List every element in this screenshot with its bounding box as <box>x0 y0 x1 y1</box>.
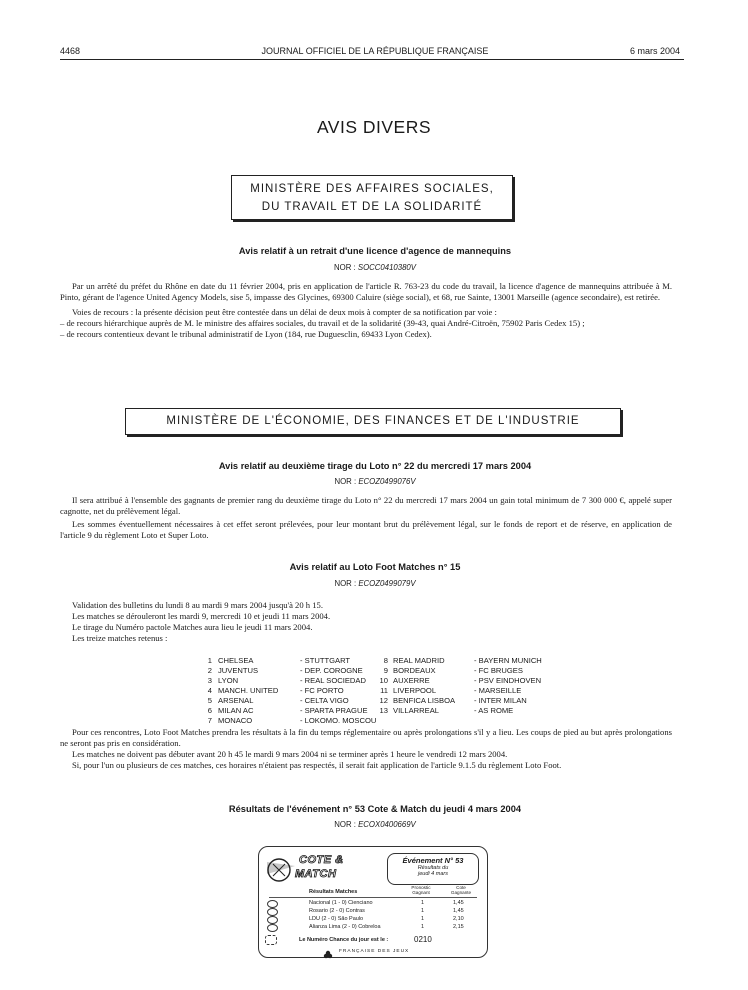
ball-icon <box>267 916 278 924</box>
header-date: 6 mars 2004 <box>629 46 680 56</box>
match-away-team: - FC BRUGES <box>474 666 523 675</box>
match-home-team: MONACO <box>218 716 253 725</box>
cote-match-ticket <box>258 846 488 958</box>
paragraph: Les sommes éventuellement nécessaires à cet effet seront prélevées, pour leur montant brut du prélèvement légal, sur le fonds de report et de réserve, en application de l'article 9 du règlement Loto et Super Loto. <box>60 519 672 540</box>
nor-code: ECOZ0499079V <box>358 579 416 588</box>
numero-chance-value: 0210 <box>414 935 432 944</box>
ministry-social-line2: DU TRAVAIL ET DE LA SOLIDARITÉ <box>261 201 483 213</box>
event-box <box>387 853 479 885</box>
match-away-team: - REAL SOCIEDAD <box>300 676 366 685</box>
match-number: 12 <box>379 696 388 705</box>
ticket-divider <box>269 897 477 898</box>
paragraph: – de recours hiérarchique auprès de M. le ministre des affaires sociales, du travail et de la solidarité (39-43, quai André-Citroën, 75902 Paris Cedex 15) ; <box>60 318 585 328</box>
match-home-team: LYON <box>218 676 239 685</box>
match-home-team: AUXERRE <box>393 676 430 685</box>
match-away-team: - PSV EINDHOVEN <box>474 676 542 685</box>
paragraph: Si, pour l'un ou plusieurs de ces matches, ces horaires n'étaient pas respectés, il serait fait application de l'article 9.1.5 du règlement Loto Foot. <box>72 760 562 770</box>
match-number: 8 <box>383 656 388 665</box>
ticket-prono: 1 <box>421 900 425 906</box>
ticket-row <box>267 900 479 908</box>
matches-home-col1 <box>218 656 278 726</box>
match-away-team: - AS ROME <box>474 706 514 715</box>
nor-line-1 <box>80 263 670 272</box>
match-home-team: REAL MADRID <box>393 656 445 665</box>
ticket-rows <box>267 900 479 932</box>
avis1-body <box>60 281 672 340</box>
ticket-match: LDU (2 - 0) São Paulo <box>309 916 364 922</box>
match-number: 7 <box>207 716 212 725</box>
match-home-team: CHELSEA <box>218 656 254 665</box>
match-home-team: MANCH. UNITED <box>218 686 279 695</box>
nor-label: NOR : <box>334 477 357 486</box>
avis-title-cote-match: Résultats de l'événement n° 53 Cote & Match du jeudi 4 mars 2004 <box>228 804 522 814</box>
nor-code: ECOZ0499076V <box>358 477 416 486</box>
numero-chance-label: Le Numéro Chance du jour est le : <box>299 937 389 943</box>
match-number: 10 <box>379 676 388 685</box>
ticket-cote: 1,45 <box>453 908 464 914</box>
match-away-team: - STUTTGART <box>300 656 351 665</box>
chance-icon <box>265 935 277 945</box>
nor-code: SOCC0410380V <box>357 263 416 272</box>
cote-match-logo <box>265 852 361 888</box>
matches-home-col2 <box>393 656 455 716</box>
match-home-team: LIVERPOOL <box>393 686 437 695</box>
nor-code: ECOX0400669V <box>358 820 416 829</box>
avis2-body <box>60 495 672 541</box>
match-away-team: - DEP. COROGNE <box>300 666 363 675</box>
page-number: 4468 <box>60 46 81 56</box>
match-number: 9 <box>383 666 388 675</box>
avis-title-loto: Avis relatif au deuxième tirage du Loto n° 22 du mercredi 17 mars 2004 <box>218 461 532 471</box>
ticket-cote: 2,10 <box>453 916 464 922</box>
ball-icon <box>267 924 278 932</box>
match-number: 13 <box>379 706 388 715</box>
avis3-intro <box>72 600 672 644</box>
match-home-team: BORDEAUX <box>393 666 436 675</box>
paragraph: Les treize matches retenus : <box>72 633 168 643</box>
paragraph: – de recours contentieux devant le tribunal administratif de Lyon (184, rue Duguesclin, 69433 Lyon Cedex). <box>60 329 432 339</box>
nor-label: NOR : <box>334 263 356 272</box>
avis3-body <box>60 727 672 771</box>
ball-icon <box>267 908 278 916</box>
matches-numbers-col1 <box>196 656 212 726</box>
ticket-match: Alianza Lima (2 - 0) Cobreloa <box>309 924 381 930</box>
section-title: AVIS DIVERS <box>316 117 432 137</box>
matches-numbers-col2 <box>372 656 388 716</box>
match-away-team: - FC PORTO <box>300 686 344 695</box>
ticket-cote: 1,45 <box>453 900 464 906</box>
paragraph: Les matches ne doivent pas débuter avant 20 h 45 le mardi 9 mars 2004 ni se terminer après 1 heure le vendredi 12 mars 2004. <box>72 749 508 759</box>
ticket-row <box>267 916 479 924</box>
clover-icon <box>323 947 333 957</box>
journal-title: JOURNAL OFFICIEL DE LA RÉPUBLIQUE FRANÇAISE <box>261 46 489 56</box>
paragraph: Le tirage du Numéro pactole Matches aura lieu le jeudi 11 mars 2004. <box>72 622 313 632</box>
match-number: 11 <box>380 686 388 695</box>
match-number: 3 <box>207 676 212 685</box>
event-sub1: Résultats du <box>417 865 449 871</box>
nor-label: NOR : <box>334 579 357 588</box>
ticket-row <box>267 908 479 916</box>
avis-title-loto-foot: Avis relatif au Loto Foot Matches n° 15 <box>289 562 461 572</box>
ministry-social-box <box>231 175 513 220</box>
logo-line2: MATCH <box>295 868 337 880</box>
paragraph: Les matches se dérouleront les mardi 9, mercredi 10 et jeudi 11 mars 2004. <box>72 611 331 621</box>
paragraph: Pour ces rencontres, Loto Foot Matches prendra les résultats à la fin du temps réglementaire ou après prolongations s'il y a lieu. Les coups de pied au but après prolongations ne seront pas pris en considération. <box>60 727 672 748</box>
event-sub2: jeudi 4 mars <box>418 871 448 877</box>
event-title: Événement N° 53 <box>402 856 464 865</box>
matches-away-col1 <box>300 656 376 726</box>
match-number: 6 <box>207 706 212 715</box>
ticket-prono: 1 <box>421 924 425 930</box>
ticket-footer: FRANÇAISE DES JEUX <box>339 949 410 954</box>
col-header-pronostic: Pronostic Gagnant <box>411 885 431 895</box>
match-number: 1 <box>207 656 212 665</box>
match-away-team: - SPARTA PRAGUE <box>300 706 368 715</box>
col-header-cote: Cote Gagnante <box>450 885 472 895</box>
paragraph: Voies de recours : la présente décision peut être contestée dans un délai de deux mois à compter de sa notification par voie : <box>72 307 497 317</box>
ticket-row <box>267 924 479 932</box>
ticket-prono: 1 <box>421 916 425 922</box>
match-number: 4 <box>207 686 212 695</box>
match-away-team: - BAYERN MUNICH <box>474 656 542 665</box>
nor-line-3 <box>80 579 670 588</box>
match-number: 2 <box>207 666 212 675</box>
ticket-match: Rosario (2 - 0) Contras <box>309 908 365 914</box>
match-home-team: ARSENAL <box>218 696 254 705</box>
match-number: 5 <box>207 696 212 705</box>
match-away-team: - MARSEILLE <box>474 686 522 695</box>
nor-label: NOR : <box>334 820 356 829</box>
paragraph: Il sera attribué à l'ensemble des gagnants de premier rang du deuxième tirage du Loto n° 22 du mercredi 17 mars 2004 un gain total minimum de 7 300 000 €, appelé super cagnotte, net du prélèvement légal. <box>60 495 672 516</box>
paragraph: Par un arrêté du préfet du Rhône en date du 11 février 2004, pris en application de l'article R. 763-23 du code du travail, la licence d'agence de mannequins attribuée à M. Pinto, gérant de l'agence United Agency Models, sise 5, impasse des Glycines, 69300 Caluire (siège social), et 68, rue Sainte, 13001 Marseille (agence secondaire), est retirée. <box>60 281 672 302</box>
match-home-team: VILLARREAL <box>393 706 440 715</box>
ticket-cote: 2,15 <box>453 924 464 930</box>
avis-title-mannequins: Avis relatif à un retrait d'une licence d'agence de mannequins <box>238 246 512 256</box>
ministry-social-line1: MINISTÈRE DES AFFAIRES SOCIALES, <box>250 183 494 195</box>
ministry-economy-box <box>125 408 621 435</box>
ministry-economy-line1: MINISTÈRE DE L'ÉCONOMIE, DES FINANCES ET DE L'INDUSTRIE <box>166 415 580 427</box>
ticket-prono: 1 <box>421 908 425 914</box>
ball-icon <box>267 900 278 908</box>
match-away-team: - LOKOMO. MOSCOU <box>300 716 377 725</box>
paragraph: Validation des bulletins du lundi 8 au mardi 9 mars 2004 jusqu'à 20 h 15. <box>72 600 323 610</box>
matches-away-col2 <box>474 656 542 716</box>
col-header-results: Résultats Matches <box>309 889 358 895</box>
logo-line1: COTE & <box>299 854 344 866</box>
match-home-team: BENFICA LISBOA <box>393 696 456 705</box>
header-rule <box>60 59 684 60</box>
ticket-match: Nacional (1 - 0) Cienciano <box>309 900 373 906</box>
match-away-team: - INTER MILAN <box>474 696 527 705</box>
match-home-team: MILAN AC <box>218 706 254 715</box>
nor-line-4 <box>80 820 670 829</box>
nor-line-2 <box>80 477 670 486</box>
match-home-team: JUVENTUS <box>218 666 259 675</box>
match-away-team: - CELTA VIGO <box>300 696 349 705</box>
